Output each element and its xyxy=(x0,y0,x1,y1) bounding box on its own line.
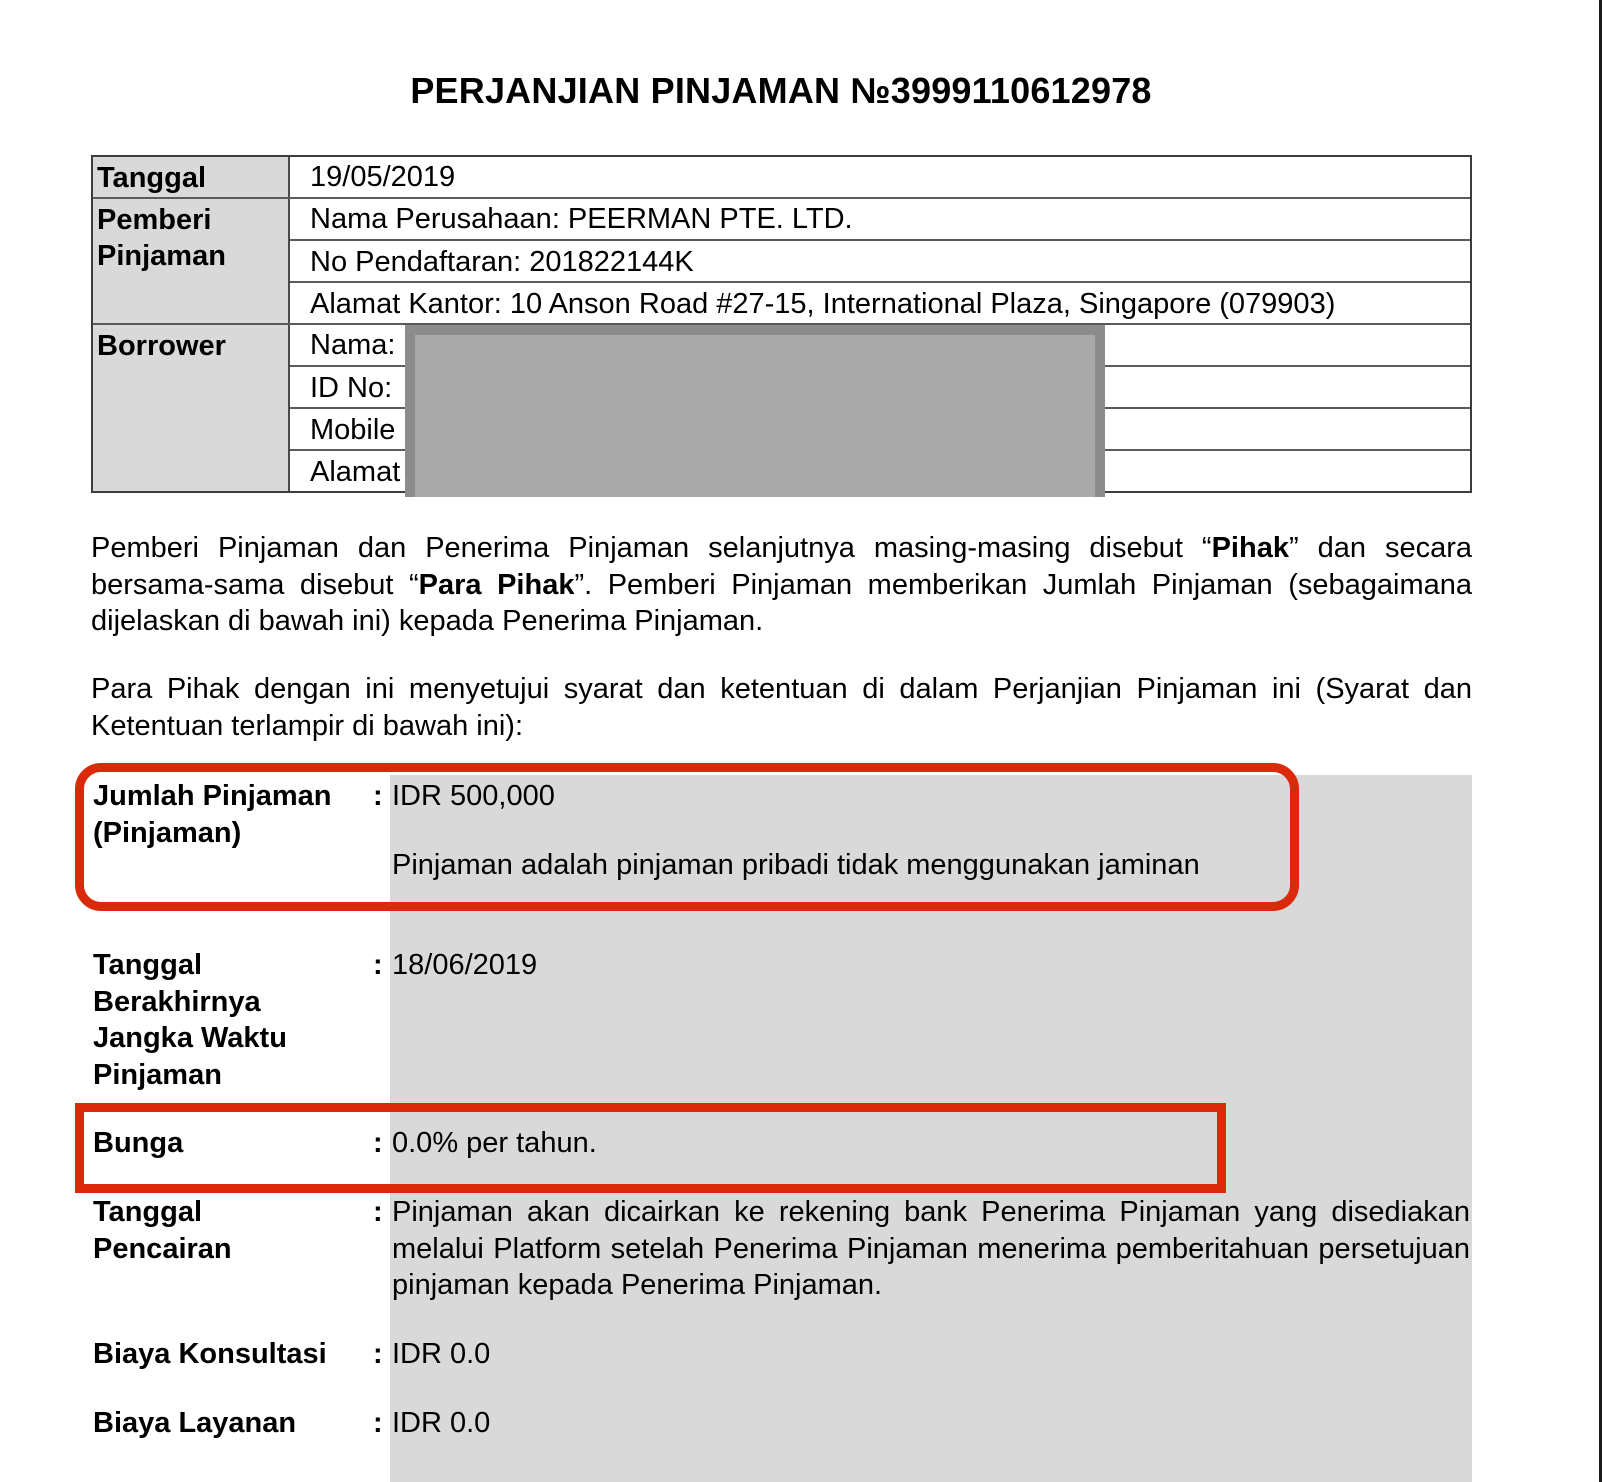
parties-paragraph xyxy=(91,530,1472,640)
lender-company-name: Nama Perusahaan: PEERMAN PTE. LTD. xyxy=(310,203,853,235)
term-label: Biaya Konsultasi xyxy=(93,1338,327,1370)
term-value: IDR 0.0 xyxy=(392,1338,491,1370)
date-label: Tanggal xyxy=(93,157,290,197)
paragraph-text: ” dan secara bersama-sama disebut “ xyxy=(91,532,1472,601)
paragraph-text: ”. Pemberi Pinjaman memberikan Jumlah Pinjaman (sebagaimana dijelaskan di bawah ini) kepada Penerima Pinjaman. xyxy=(91,568,1472,637)
document-title: PERJANJIAN PINJAMAN №3999110612978 xyxy=(410,70,1152,111)
loan-note: Pinjaman adalah pinjaman pribadi tidak menggunakan jaminan xyxy=(392,848,1200,881)
term-colon: : xyxy=(373,1338,383,1370)
term-value: Pinjaman akan dicairkan ke rekening bank Penerima Pinjaman yang disediakan melalui Platform setelah Penerima Pinjaman menerima pemberitahuan persetujuan pinjaman kepada Penerima Pinjaman. xyxy=(392,1196,1470,1301)
term-label: Biaya Layanan xyxy=(93,1407,297,1439)
redaction-block xyxy=(405,325,1105,497)
term-colon: : xyxy=(373,780,383,812)
lender-registration-no: No Pendaftaran: 201822144K xyxy=(290,239,1470,281)
term-label: Tanggal Berakhirnya Jangka Waktu Pinjaman xyxy=(93,949,287,1091)
term-value: IDR 0.0 xyxy=(392,1407,491,1439)
term-colon: : xyxy=(373,949,383,981)
paragraph-text: Pemberi Pinjaman dan Penerima Pinjaman selanjutnya masing-masing disebut “ xyxy=(91,532,1212,564)
borrower-address: Alamat xyxy=(290,449,1470,491)
borrower-id-no: ID No: xyxy=(290,365,1470,407)
term-consultation-fee xyxy=(93,1336,1473,1373)
borrower-name: Nama: xyxy=(310,329,396,361)
date-row xyxy=(93,157,1470,197)
term-colon: : xyxy=(373,1127,383,1159)
term-label: Jumlah Pinjaman (Pinjaman) xyxy=(93,780,332,849)
term-label: Tanggal Pencairan xyxy=(93,1196,232,1265)
term-label: Bunga xyxy=(93,1127,184,1159)
borrower-label: Borrower xyxy=(93,325,290,491)
loan-amount-value: IDR 500,000 xyxy=(392,780,555,812)
term-end-date xyxy=(93,947,1473,1093)
lender-office-address: Alamat Kantor: 10 Anson Road #27-15, International Plaza, Singapore (079903) xyxy=(290,281,1470,323)
term-service-fee xyxy=(93,1405,1473,1442)
term-pihak: Pihak xyxy=(1211,532,1289,564)
agreement-paragraph: Para Pihak dengan ini menyetujui syarat dan ketentuan di dalam Perjanjian Pinjaman ini (Syarat dan Ketentuan terlampir di bawah ini): xyxy=(91,673,1472,742)
loan-amount-highlight xyxy=(75,763,1299,911)
term-disbursement-date xyxy=(93,1194,1473,1304)
term-value: 18/06/2019 xyxy=(392,949,538,981)
lender-group xyxy=(93,197,1470,323)
term-colon: : xyxy=(373,1407,383,1439)
term-value: 0.0% per tahun. xyxy=(392,1127,597,1159)
lender-label: Pemberi Pinjaman xyxy=(93,199,290,323)
interest-highlight xyxy=(75,1103,1226,1193)
term-para-pihak: Para Pihak xyxy=(418,568,575,601)
borrower-mobile: Mobile xyxy=(290,407,1470,449)
term-colon: : xyxy=(373,1196,383,1228)
date-value: 19/05/2019 xyxy=(310,161,456,193)
